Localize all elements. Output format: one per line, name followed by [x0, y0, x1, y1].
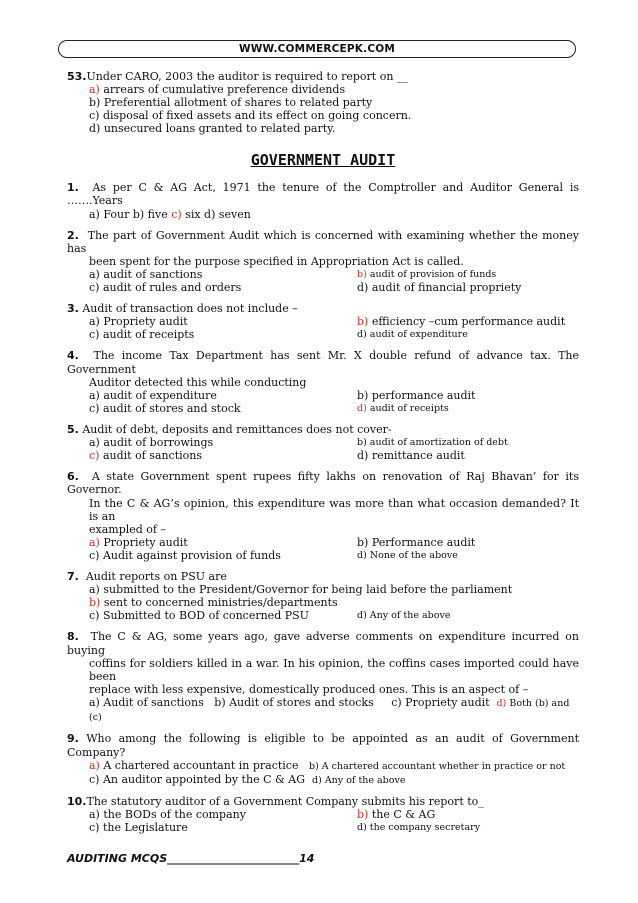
- option-letter-correct: c): [171, 207, 182, 221]
- option-b: the C & AG: [368, 808, 436, 822]
- option-b: b) Preferential allotment of shares to related party: [89, 96, 373, 110]
- option-letter-correct: a): [89, 758, 100, 772]
- page-content: [67, 70, 579, 842]
- option-b: sent to concerned ministries/departments: [100, 596, 338, 610]
- option-d: Both (b) and (c): [89, 698, 570, 724]
- option-b: audit of provision of funds: [366, 269, 497, 281]
- question-text: A state Government spent rupees fifty lakhs on renovation of Raj Bhavan’ for its Governor.: [67, 470, 579, 497]
- option-b: b) Audit of stores and stocks: [214, 696, 374, 710]
- question-text: Who among the following is eligible to be appointed as an audit of Government Company?: [67, 732, 579, 759]
- option-letter-correct: a): [89, 536, 100, 550]
- option-a: a) audit of borrowings: [89, 436, 214, 450]
- option-a: A chartered accountant in practice: [99, 758, 299, 772]
- question-number: 3.: [67, 302, 79, 316]
- question-number: 10.: [67, 794, 87, 808]
- question-text: The income Tax Department has sent Mr. X double refund of advance tax. The Government: [67, 349, 579, 376]
- option-c: c) Submitted to BOD of concerned PSU: [89, 609, 309, 623]
- option-letter-correct: b): [357, 269, 367, 281]
- option-b: b) A chartered accountant whether in practice or not: [308, 760, 566, 772]
- page-footer: AUDITING MCQS________________________14: [67, 852, 315, 865]
- question-2: [67, 229, 579, 295]
- option-letter-correct: c): [89, 449, 100, 463]
- option-a: a) the BODs of the company: [89, 808, 246, 822]
- options: [67, 83, 579, 135]
- question-number: 4.: [67, 349, 79, 363]
- question-text-cont: replace with less expensive, domestically produced ones. This is an aspect of –: [89, 683, 529, 697]
- option-a: a) audit of expenditure: [89, 389, 217, 403]
- option-c: audit of sanctions: [99, 449, 202, 463]
- question-10: [67, 795, 579, 834]
- option-c: c) the Legislature: [89, 821, 188, 835]
- option-c: c) audit of rules and orders: [89, 281, 242, 295]
- option-b: b) Performance audit: [357, 536, 476, 550]
- question-text: Audit of transaction does not include –: [82, 302, 298, 316]
- option-d: d) audit of expenditure: [357, 329, 468, 341]
- option-d: d) None of the above: [357, 550, 458, 562]
- option-c: c) audit of stores and stock: [89, 402, 241, 416]
- option-c: c) audit of receipts: [89, 328, 195, 342]
- header-url: WWW.COMMERCEPK.COM: [238, 43, 396, 55]
- question-text: The C & AG, some years ago, gave adverse comments on expenditure incurred on buying: [67, 630, 579, 657]
- question-3: [67, 302, 579, 341]
- option-d: d) remittance audit: [357, 449, 465, 463]
- question-number: 53.: [67, 70, 87, 83]
- question-text: Audit of debt, deposits and remittances does not cover-: [82, 423, 392, 437]
- question-text: The statutory auditor of a Government Company submits his report to_: [86, 794, 484, 808]
- question-text: Audit reports on PSU are: [85, 570, 227, 584]
- question-text-cont: In the C & AG’s opinion, this expenditure was more than what occasion demanded? It is an: [89, 496, 579, 523]
- section-title: GOVERNMENT AUDIT: [250, 151, 396, 170]
- question-number: 2.: [67, 228, 79, 242]
- option-a: a) Audit of sanctions: [89, 696, 204, 710]
- question-9: [67, 732, 579, 786]
- question-text: Under CARO, 2003 the auditor is required to report on __: [86, 70, 408, 83]
- header-url-bar: [58, 40, 576, 58]
- option-letter-correct: d): [357, 403, 367, 415]
- option-d: d) Any of the above: [312, 774, 406, 786]
- option-b: efficiency –cum performance audit: [368, 315, 566, 329]
- question-text-cont: exampled of –: [89, 523, 166, 537]
- question-text-cont: coffins for soldiers killed in a war. In his opinion, the coffins cases imported could have been: [89, 656, 579, 684]
- question-8: [67, 630, 579, 724]
- option-d: d) unsecured loans granted to related party.: [89, 122, 336, 136]
- option-letter-correct: b): [357, 808, 369, 822]
- option-letter-correct: b): [89, 596, 101, 610]
- option-b: b) performance audit: [357, 389, 476, 403]
- option-d: d) audit of financial propriety: [357, 281, 522, 295]
- question-53: [67, 70, 579, 135]
- option-letter-correct: a): [89, 83, 100, 97]
- option-a: a) audit of sanctions: [89, 268, 203, 282]
- question-number: 5.: [67, 423, 79, 437]
- question-number: 7.: [67, 570, 79, 584]
- question-number: 8.: [67, 630, 79, 644]
- option-d: d) the company secretary: [357, 822, 481, 834]
- question-1: [67, 181, 579, 220]
- option-c: c) An auditor appointed by the C & AG: [89, 772, 306, 786]
- question-text-cont: been spent for the purpose specified in Appropriation Act is called.: [89, 255, 464, 269]
- question-number: 1.: [67, 181, 79, 195]
- option-a: Propriety audit: [99, 536, 188, 550]
- option-d: d) Any of the above: [357, 610, 451, 622]
- question-text: The part of Government Audit which is concerned with examining whether the money has: [67, 228, 579, 255]
- option-letter-correct: b): [357, 315, 369, 329]
- option-d: audit of receipts: [366, 403, 449, 415]
- option-a: arrears of cumulative preference dividends: [99, 83, 346, 97]
- question-7: [67, 570, 579, 622]
- option-letter-correct: d): [496, 698, 507, 710]
- question-4: [67, 349, 579, 415]
- option-c: c) disposal of fixed assets and its effect on going concern.: [89, 109, 412, 123]
- option-c: c) Propriety audit: [391, 696, 490, 710]
- question-5: [67, 423, 579, 462]
- question-number: 9.: [67, 732, 79, 746]
- question-text: As per C & AG Act, 1971 the tenure of the Comptroller and Auditor General is …….Years: [67, 181, 579, 208]
- option-a: a) Propriety audit: [89, 315, 188, 329]
- option-b: b) audit of amortization of debt: [357, 437, 508, 449]
- question-number: 6.: [67, 470, 79, 484]
- options-a-b: a) Four b) five: [89, 207, 172, 221]
- option-c: c) Audit against provision of funds: [89, 549, 281, 563]
- options-c-d: six d) seven: [181, 207, 251, 221]
- question-6: [67, 470, 579, 562]
- option-a: a) submitted to the President/Governor for being laid before the parliament: [89, 583, 513, 597]
- question-text-cont: Auditor detected this while conducting: [89, 375, 307, 389]
